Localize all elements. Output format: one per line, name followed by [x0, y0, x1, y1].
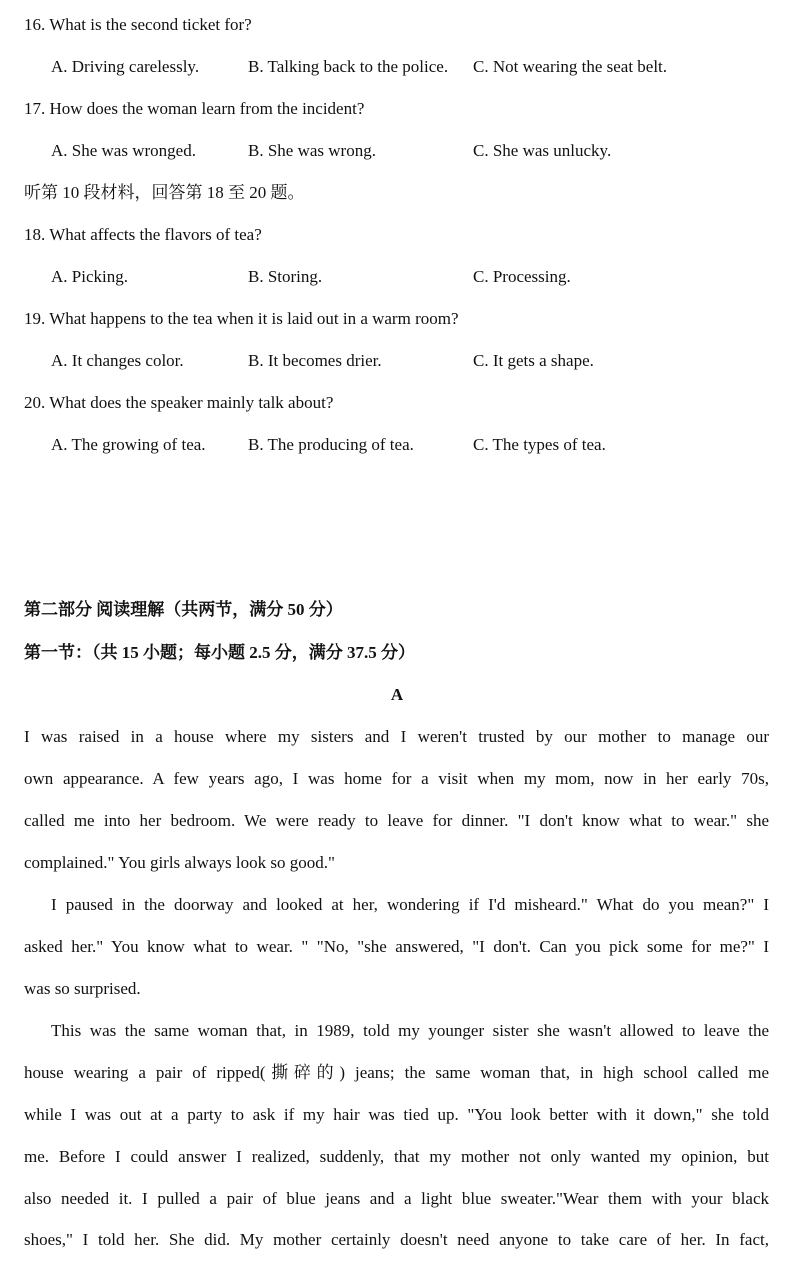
question-17-option-b: B. She was wrong.: [248, 141, 376, 160]
question-20-stem: 20. What does the speaker mainly talk about?: [24, 393, 334, 412]
question-19-option-b: B. It becomes drier.: [248, 351, 382, 370]
passage-line: asked her." You know what to wear. " "No, "she answered, "I don't. Can you pick some for me?" I: [24, 937, 769, 956]
passage-line: while I was out at a party to ask if my hair was tied up. "You look better with it down," she told: [24, 1105, 769, 1124]
question-18-option-b: B. Storing.: [248, 267, 323, 286]
passage-line: complained." You girls always look so good.": [24, 853, 335, 872]
listening-instruction: 听第 10 段材料，回答第 18 至 20 题。: [24, 183, 305, 202]
question-17-option-a: A. She was wronged.: [51, 141, 196, 160]
question-18-option-a: A. Picking.: [51, 267, 128, 286]
passage-line: This was the same woman that, in 1989, told my younger sister she wasn't allowed to leave the: [51, 1021, 769, 1040]
passage-line: I was raised in a house where my sisters and I weren't trusted by our mother to manage our: [24, 727, 769, 746]
passage-line: me. Before I could answer I realized, suddenly, that my mother not only wanted my opinion, but: [24, 1147, 769, 1166]
passage-line: I paused in the doorway and looked at her, wondering if I'd misheard." What do you mean?" I: [51, 895, 769, 914]
passage-label: A: [390, 685, 404, 704]
passage-line: was so surprised.: [24, 979, 141, 998]
passage-line: called me into her bedroom. We were ready to leave for dinner. "I don't know what to wear." she: [24, 811, 769, 830]
question-18-option-c: C. Processing.: [473, 267, 571, 286]
question-16-stem: 16. What is the second ticket for?: [24, 15, 252, 34]
question-20-option-c: C. The types of tea.: [473, 435, 606, 454]
question-19-stem: 19. What happens to the tea when it is laid out in a warm room?: [24, 309, 459, 328]
question-19-option-a: A. It changes color.: [51, 351, 184, 370]
section-heading: 第一节：（共 15 小题；每小题 2.5 分，满分 37.5 分）: [24, 643, 415, 662]
question-16-option-b: B. Talking back to the police.: [248, 57, 449, 76]
question-17-stem: 17. How does the woman learn from the incident?: [24, 99, 365, 118]
passage-line: own appearance. A few years ago, I was home for a visit when my mom, now in her early 70s,: [24, 769, 769, 788]
question-17-option-c: C. She was unlucky.: [473, 141, 612, 160]
passage-line: house wearing a pair of ripped(撕碎的) jeans; the same woman that, in high school called me: [24, 1063, 769, 1082]
question-19-option-c: C. It gets a shape.: [473, 351, 594, 370]
passage-line: shoes," I told her. She did. My mother certainly doesn't need anyone to take care of her. In fact,: [24, 1230, 769, 1249]
question-18-stem: 18. What affects the flavors of tea?: [24, 225, 262, 244]
passage-line: also needed it. I pulled a pair of blue jeans and a light blue sweater."Wear them with your black: [24, 1189, 769, 1208]
question-16-option-a: A. Driving carelessly.: [51, 57, 200, 76]
question-20-option-b: B. The producing of tea.: [248, 435, 414, 454]
question-16-option-c: C. Not wearing the seat belt.: [473, 57, 668, 76]
question-20-option-a: A. The growing of tea.: [51, 435, 206, 454]
part-heading: 第二部分 阅读理解（共两节，满分 50 分）: [24, 600, 343, 619]
